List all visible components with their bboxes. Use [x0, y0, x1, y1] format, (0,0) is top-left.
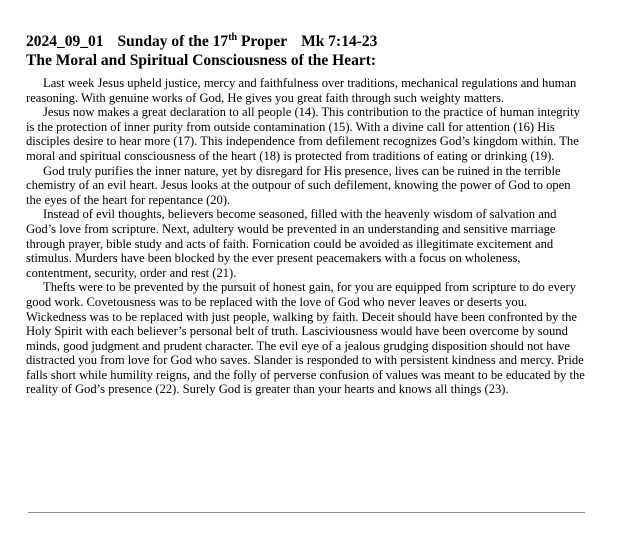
- paragraph-3: God truly purifies the inner nature, yet by disregard for His presence, lives can be ruined in the terrible chemistry of an evil heart. Jesus looks at the outpour of such defilement, knowing the power of God to open the eyes of the heart for repentance (20).: [26, 163, 571, 207]
- date-label: 2024_09_01: [26, 33, 104, 50]
- day-title: Sunday of the 17th Proper: [117, 32, 288, 50]
- paragraph-5: Thefts were to be prevented by the pursuit of honest gain, for you are equipped from scripture to do every good work. Covetousness was to be replaced with the love of God who never leaves or deserts you. Wickedness was to be replaced with just people, walking by faith. Deceit should have been confronted by the Holy Spirit with each believer’s personal belt of truth. Lasciviousness would have been overcome by sound minds, good judgment and prudent character. The evil eye of a jealous grudging disposition should not have distracted you from love for God who saves. Slander is responded to with persistent kindness and mercy. Pride falls short while humility reigns, and the folly of perverse confusion of values was meant to be educated by the reality of God’s presence (22). Surely God is greater than your hearts and knows all things (23).: [26, 280, 585, 397]
- paragraph-4: Instead of evil thoughts, believers become seasoned, filled with the heavenly wisdom of salvation and God’s love from scripture. Next, adultery would be prevented in an understanding and sensitive marriage through prayer, bible study and acts of faith. Fornication could be avoided as illegitimate excitement and stimulus. Murders have been blocked by the ever present peacemakers with a focus on wholeness, contentment, security, order and rest (21).: [26, 207, 557, 280]
- sermon-body: [26, 76, 586, 397]
- scripture-reference: Mk 7:14-23: [301, 33, 378, 50]
- paragraph-1: Last week Jesus upheld justice, mercy and faithfulness over traditions, mechanical regulations and human reasoning. With genuine works of God, He gives you great faith through such weighty matters.: [26, 76, 577, 105]
- sermon-document: [26, 32, 586, 397]
- document-title: [26, 32, 586, 51]
- bottom-divider: [28, 512, 585, 513]
- document-subtitle: The Moral and Spiritual Consciousness of the Heart:: [26, 52, 377, 69]
- paragraph-2: Jesus now makes a great declaration to all people (14). This contribution to the practice of human integrity is the protection of inner purity from outside contamination (15). With a divine call for attention (16) His disciples desire to hear more (17). This independence from defilement recognizes God’s kingdom within. The moral and spiritual consciousness of the heart (18) is protected from traditions of eating or drinking (19).: [26, 105, 580, 163]
